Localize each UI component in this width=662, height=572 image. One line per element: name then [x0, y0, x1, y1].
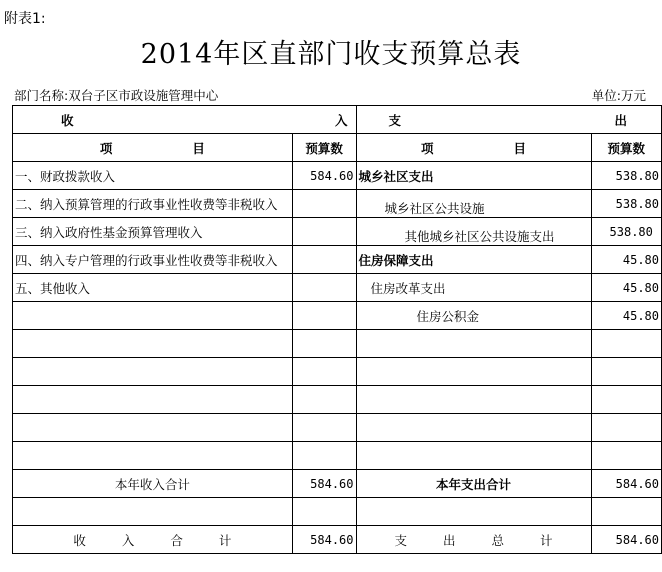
expense-section-header	[356, 106, 662, 134]
expense-value: 538.80	[591, 190, 661, 218]
income-item: 五、其他收入	[13, 274, 293, 302]
expense-item: 城乡社区支出	[356, 162, 591, 190]
budget-table	[12, 105, 662, 554]
income-value	[292, 190, 356, 218]
income-item: 一、财政拨款收入	[13, 162, 293, 190]
expense-grand-value: 584.60	[591, 526, 661, 554]
income-value	[292, 274, 356, 302]
expense-value: 538.80	[591, 162, 661, 190]
income-item: 二、纳入预算管理的行政事业性收费等非税收入	[13, 190, 293, 218]
income-value	[292, 302, 356, 330]
grand-total-row	[13, 526, 662, 554]
income-total-value: 584.60	[292, 470, 356, 498]
column-header-row	[13, 134, 662, 162]
income-grand-value: 584.60	[292, 526, 356, 554]
empty-row	[13, 414, 662, 442]
table-row	[13, 274, 662, 302]
income-grand-label: 收入合计	[13, 526, 293, 554]
expense-total-label: 本年支出合计	[356, 470, 591, 498]
table-row	[13, 190, 662, 218]
income-budget-header: 预算数	[292, 134, 356, 162]
table-row	[13, 162, 662, 190]
page-title: 2014年区直部门收支预算总表	[140, 39, 522, 70]
empty-row	[13, 330, 662, 358]
empty-row	[13, 498, 662, 526]
expense-value: 45.80	[591, 274, 661, 302]
table-row	[13, 218, 662, 246]
section-header-row	[13, 106, 662, 134]
annual-total-row	[13, 470, 662, 498]
table-row	[13, 302, 662, 330]
expense-budget-header: 预算数	[591, 134, 661, 162]
income-value	[292, 246, 356, 274]
unit-label: 单位:万元	[591, 88, 646, 103]
income-item-header: 项 目	[13, 134, 293, 162]
expense-value: 45.80	[591, 246, 661, 274]
expense-item: 其他城乡社区公共设施支出	[356, 218, 591, 246]
income-value: 584.60	[292, 162, 356, 190]
expense-item: 住房保障支出	[356, 246, 591, 274]
empty-row	[13, 442, 662, 470]
table-row	[13, 246, 662, 274]
expense-item: 城乡社区公共设施	[356, 190, 591, 218]
income-section-header	[13, 106, 357, 134]
expense-item: 住房公积金	[356, 302, 591, 330]
income-item: 四、纳入专户管理的行政事业性收费等非税收入	[13, 246, 293, 274]
income-item: 三、纳入政府性基金预算管理收入	[13, 218, 293, 246]
expense-item-header: 项 目	[356, 134, 591, 162]
expense-grand-label: 支出总计	[356, 526, 591, 554]
annex-label: 附表1:	[4, 11, 46, 27]
expense-total-value: 584.60	[591, 470, 661, 498]
expense-value: 45.80	[591, 302, 661, 330]
empty-row	[13, 358, 662, 386]
expense-value: 538.80	[591, 218, 661, 246]
department-name: 部门名称:双台子区市政设施管理中心	[14, 88, 219, 103]
income-header-left: 收	[61, 112, 74, 128]
income-value	[292, 218, 356, 246]
income-header-right: 入	[334, 112, 348, 128]
expense-header-left: 支	[388, 112, 402, 128]
income-item	[13, 302, 293, 330]
empty-row	[13, 386, 662, 414]
expense-header-right: 出	[614, 112, 627, 128]
income-total-label: 本年收入合计	[13, 470, 293, 498]
expense-item: 住房改革支出	[356, 274, 591, 302]
